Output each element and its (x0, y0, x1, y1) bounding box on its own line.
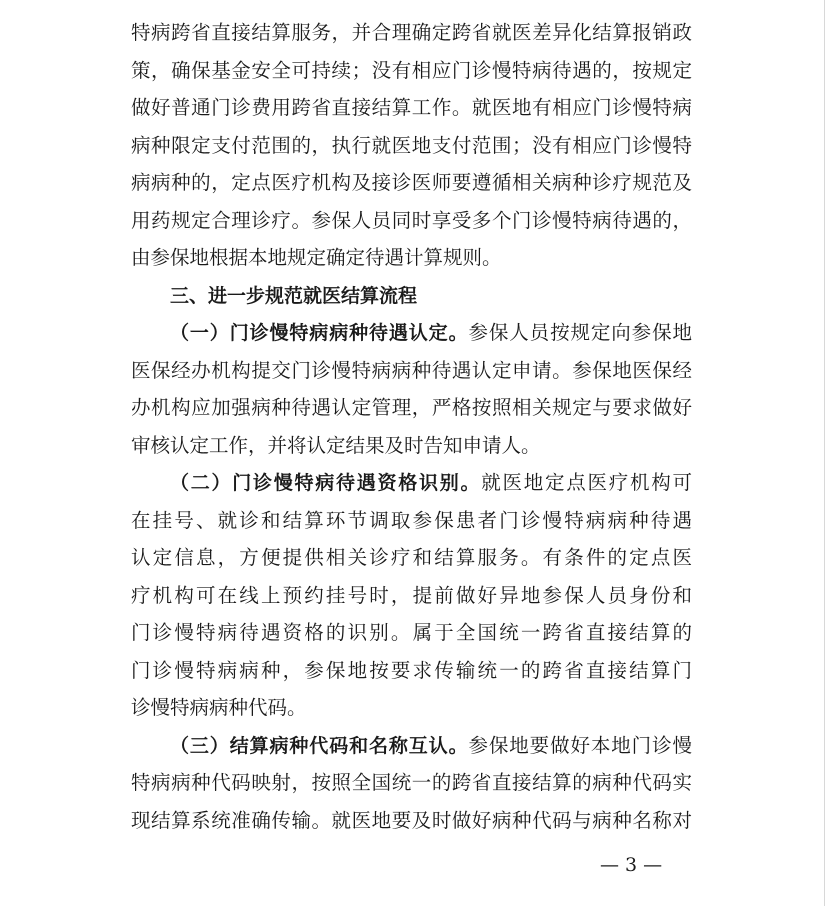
body-line: 用药规定合理诊疗。参保人员同时享受多个门诊慢特病待遇的， (131, 209, 692, 232)
paragraph-text: 就医地定点医疗机构可 (481, 471, 692, 494)
paragraph-first-line (170, 468, 692, 498)
body-line: 办机构应加强病种待遇认定管理，严格按照相关规定与要求做好 (131, 396, 692, 419)
body-line: 审核认定工作，并将认定结果及时告知申请人。 (131, 434, 541, 457)
paragraph-title: （三）结算病种代码和名称互认。 (170, 735, 469, 757)
page-number: — 3 — (600, 854, 663, 876)
paragraph-first-line (170, 731, 692, 761)
body-line: 特病病种代码映射，按照全国统一的跨省直接结算的病种代码实 (131, 771, 692, 794)
paragraph-title: （二）门诊慢特病待遇资格识别。 (170, 472, 482, 494)
body-line: 门诊慢特病病种，参保地按要求传输统一的跨省直接结算门 (131, 659, 692, 682)
paragraph-text: 参保地要做好本地门诊慢 (468, 734, 692, 757)
paragraph-title: （一）门诊慢特病病种待遇认定。 (170, 322, 469, 344)
body-line: 门诊慢特病待遇资格的识别。属于全国统一跨省直接结算的 (131, 621, 692, 644)
body-line: 病种限定支付范围的，执行就医地支付范围；没有相应门诊慢特 (131, 134, 692, 157)
body-line: 特病跨省直接结算服务，并合理确定跨省就医差异化结算报销政 (131, 21, 692, 44)
paragraph-text: 参保人员按规定向参保地 (468, 321, 692, 344)
body-line: 由参保地根据本地规定确定待遇计算规则。 (131, 246, 502, 269)
body-line: 医保经办机构提交门诊慢特病病种待遇认定申请。参保地医保经 (131, 359, 692, 382)
section-heading: 三、进一步规范就医结算流程 (170, 285, 418, 307)
body-line: 现结算系统准确传输。就医地要及时做好病种代码与病种名称对 (131, 809, 692, 832)
body-line: 策，确保基金安全可持续；没有相应门诊慢特病待遇的，按规定 (131, 59, 692, 82)
paragraph-first-line (170, 318, 692, 348)
body-line: 诊慢特病病种代码。 (131, 696, 307, 719)
body-line: 疗机构可在线上预约挂号时，提前做好异地参保人员身份和 (131, 584, 692, 607)
body-line: 认定信息，方便提供相关诊疗和结算服务。有条件的定点医 (131, 546, 692, 569)
body-line: 做好普通门诊费用跨省直接结算工作。就医地有相应门诊慢特病 (131, 96, 692, 119)
body-line: 病病种的，定点医疗机构及接诊医师要遵循相关病种诊疗规范及 (131, 171, 692, 194)
body-line: 在挂号、就诊和结算环节调取参保患者门诊慢特病病种待遇 (131, 509, 692, 532)
